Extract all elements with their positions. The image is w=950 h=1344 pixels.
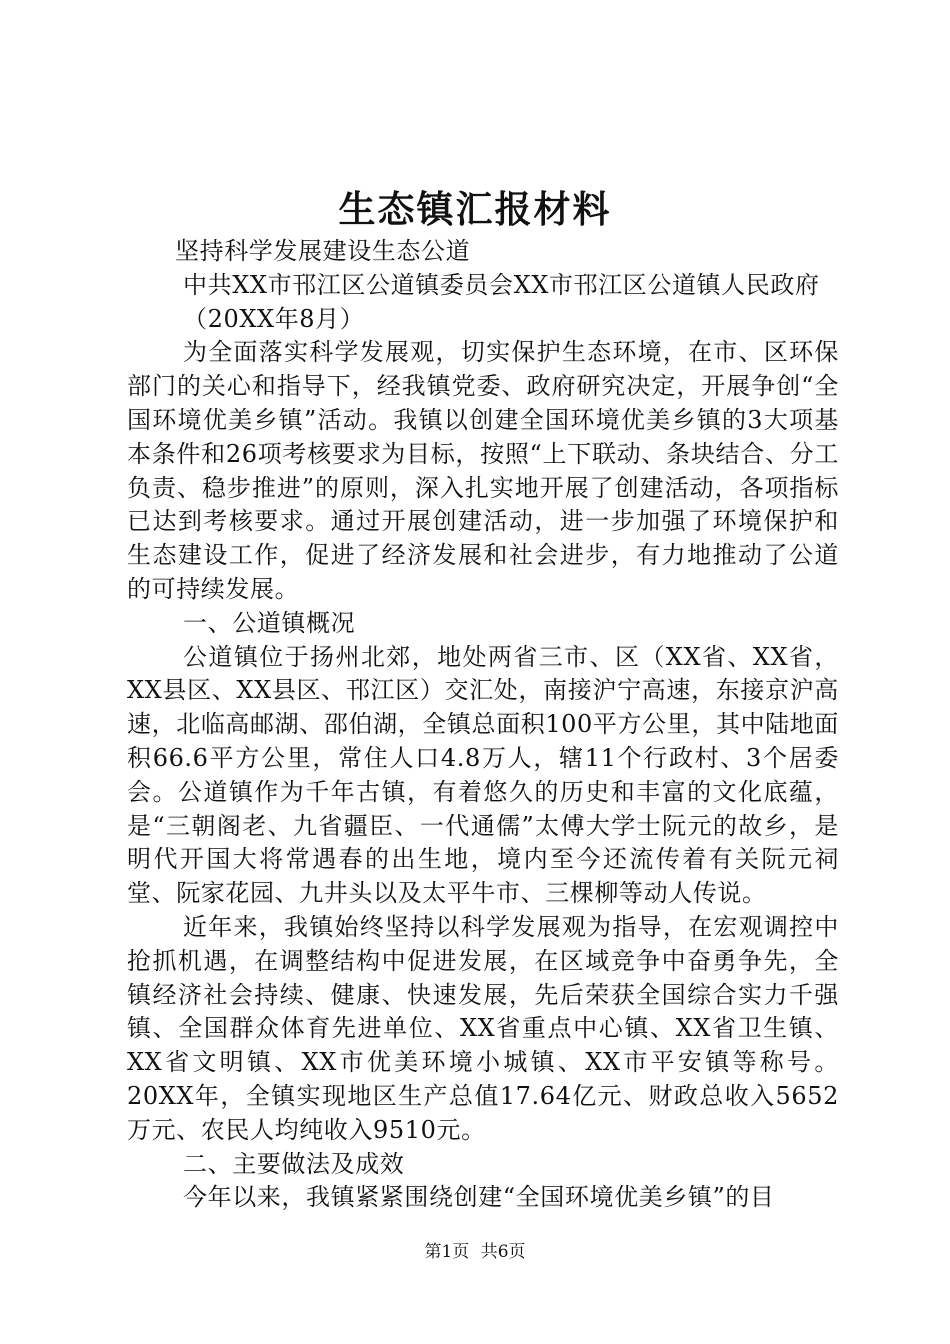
subtitle-line: 坚持科学发展建设生态公道 (175, 237, 471, 265)
date-line: （20XX年8月） (183, 304, 365, 333)
section-heading-2: 二、主要做法及成效 (183, 1149, 405, 1178)
section-heading-1: 一、公道镇概况 (183, 608, 356, 637)
author-line: 中共XX市邗江区公道镇委员会XX市邗江区公道镇人民政府 (183, 270, 820, 299)
intro-paragraph: 为全面落实科学发展观，切实保护生态环境，在市、区环保部门的关心和指导下，经我镇党委、政府研究决定，开展争创“全国环境优美乡镇”活动。我镇以创建全国环境优美乡镇的3大项基本条件和26项考核要求为目标，按照“上下联动、条块结合、分工负责、稳步推进”的原则，深入扎实地开展了创建活动，各项指标已达到考核要求。通过开展创建活动，进一步加强了环境保护和生态建设工作，促进了经济发展和社会进步，有力地推动了公道的可持续发展。 (127, 338, 839, 603)
document-title: 生态镇汇报材料 (338, 187, 612, 231)
overview-paragraph: 公道镇位于扬州北郊，地处两省三市、区（XX省、XX省，XX县区、XX县区、邗江区）交汇处，南接沪宁高速，东接京沪高速，北临高邮湖、邵伯湖，全镇总面积100平方公里，其中陆地面积66.6平方公里，常住人口4.8万人，辖11个行政村、3个居委会。公道镇作为千年古镇，有着悠久的历史和丰富的文化底蕴，是“三朝阁老、九省疆臣、一代通儒”太傅大学士阮元的故乡，是明代开国大将常遇春的出生地，境内至今还流传着有关阮元祠堂、阮家花园、九井头以及太平牛市、三棵柳等动人传说。 (127, 642, 839, 908)
page-footer (0, 1240, 950, 1264)
document-body (127, 235, 839, 1215)
development-paragraph: 近年来，我镇始终坚持以科学发展观为指导，在宏观调控中抢抓机遇，在调整结构中促进发展，在区域竞争中奋勇争先，全镇经济社会持续、健康、快速发展，先后荣获全国综合实力千强镇、全国群众体育先进单位、XX省重点中心镇、XX省卫生镇、XX省文明镇、XX市优美环境小城镇、XX市平安镇等称号。20XX年，全镇实现地区生产总值17.64亿元、财政总收入5652万元、农民人均纯收入9510元。 (127, 912, 839, 1144)
page-number: 第1页 (424, 1242, 470, 1262)
measures-paragraph: 今年以来，我镇紧紧围绕创建“全国环境优美乡镇”的目 (183, 1183, 775, 1212)
page-total: 共6页 (480, 1242, 526, 1262)
